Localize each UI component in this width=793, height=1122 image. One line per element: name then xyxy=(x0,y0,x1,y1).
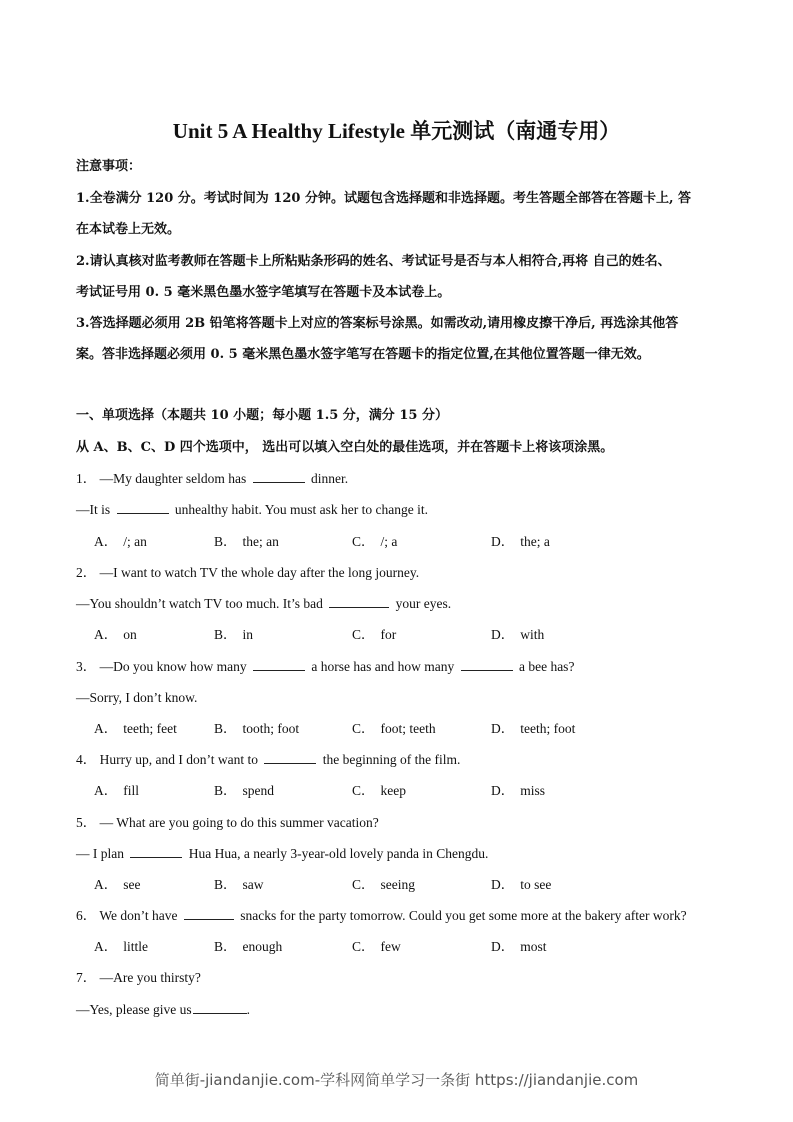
page-title: Unit 5 A Healthy Lifestyle 单元测试（南通专用） xyxy=(172,119,621,143)
option-b: B． the; an xyxy=(214,534,279,549)
answer-blank xyxy=(184,906,234,920)
option-c: C． foot; teeth xyxy=(352,721,436,736)
question-number: 2． xyxy=(76,565,97,580)
answer-blank xyxy=(329,594,389,608)
question-7-line-2: —Yes, please give us . xyxy=(76,1002,250,1017)
option-a: A． see xyxy=(94,877,141,892)
notice-line: 案。答非选择题必须用 0. 5 毫米黑色墨水签字笔写在答题卡的指定位置,在其他位置答题一律无效。 xyxy=(76,347,650,362)
option-d: D． teeth; foot xyxy=(491,721,576,736)
option-b: B． tooth; foot xyxy=(214,721,300,736)
option-d: D． miss xyxy=(491,783,546,798)
option-b: B． saw xyxy=(214,877,264,892)
option-b: B． in xyxy=(214,627,254,642)
answer-blank xyxy=(117,500,169,514)
notice-line: 考试证号用 0. 5 毫米黑色墨水签字笔填写在答题卡及本试卷上。 xyxy=(76,285,451,300)
footer-watermark: 简单街-jiandanjie.com-学科网简单学习一条街 https://jiandanjie.com xyxy=(154,1071,639,1089)
question-5-line-2: — I plan Hua Hua, a nearly 3-year-old lovely panda in Chengdu. xyxy=(76,846,489,861)
section-title: 一、单项选择（本题共 10 小题；每小题 1.5 分，满分 15 分） xyxy=(76,408,448,423)
option-a: A． teeth; feet xyxy=(94,721,177,736)
answer-blank xyxy=(461,657,513,671)
section-instruction: 从 A、B、C、D 四个选项中， 选出可以填入空白处的最佳选项，并在答题卡上将该项涂黑。 xyxy=(76,440,614,455)
notice-line: 3.答选择题必须用 2B 铅笔将答题卡上对应的答案标号涂黑。如需改动,请用橡皮擦干净后, 再选涂其他答 xyxy=(76,316,679,331)
question-number: 4． xyxy=(76,752,97,767)
question-3-line-1: 3． —Do you know how many a horse has and how many a bee has? xyxy=(76,659,575,674)
question-number: 6． xyxy=(76,908,97,923)
notice-line: 在本试卷上无效。 xyxy=(76,222,181,237)
option-c: C． keep xyxy=(352,783,406,798)
question-6-line-1: 6． We don’t have snacks for the party tomorrow. Could you get some more at the bakery after work? xyxy=(76,908,687,923)
option-b: B． enough xyxy=(214,939,283,954)
question-3-line-2: —Sorry, I don’t know. xyxy=(76,690,198,705)
notice-heading: 注意事项： xyxy=(76,159,142,174)
question-5-line-1: 5． — What are you going to do this summer vacation? xyxy=(76,815,379,830)
answer-blank xyxy=(130,844,182,858)
option-a: A． fill xyxy=(94,783,139,798)
question-2-line-1: 2． —I want to watch TV the whole day after the long journey. xyxy=(76,565,420,580)
option-c: C． few xyxy=(352,939,401,954)
question-4-line-1: 4． Hurry up, and I don’t want to the beginning of the film. xyxy=(76,752,461,767)
answer-blank xyxy=(253,657,305,671)
question-number: 7． xyxy=(76,970,97,985)
question-1-line-2: —It is unhealthy habit. You must ask her to change it. xyxy=(76,502,428,517)
option-a: A． little xyxy=(94,939,148,954)
question-number: 5． xyxy=(76,815,97,830)
notice-line: 2.请认真核对监考教师在答题卡上所粘贴条形码的姓名、考试证号是否与本人相符合,再将 自己的姓名、 xyxy=(76,254,671,269)
answer-blank xyxy=(193,1000,247,1014)
option-c: C． seeing xyxy=(352,877,416,892)
question-7-line-1: 7． —Are you thirsty? xyxy=(76,970,201,985)
option-a: A． on xyxy=(94,627,137,642)
question-number: 1． xyxy=(76,471,97,486)
option-d: D． most xyxy=(491,939,547,954)
option-c: C． for xyxy=(352,627,397,642)
option-b: B． spend xyxy=(214,783,275,798)
answer-blank xyxy=(264,750,316,764)
notice-line: 1.全卷满分 120 分。考试时间为 120 分钟。试题包含选择题和非选择题。考生答题全部答在答题卡上, 答 xyxy=(76,191,691,206)
answer-blank xyxy=(253,469,305,483)
option-a: A． /; an xyxy=(94,534,147,549)
question-number: 3． xyxy=(76,659,97,674)
question-2-line-2: —You shouldn’t watch TV too much. It’s bad your eyes. xyxy=(76,596,452,611)
option-d: D． with xyxy=(491,627,545,642)
question-1-line-1: 1． —My daughter seldom has dinner. xyxy=(76,471,349,486)
option-c: C． /; a xyxy=(352,534,398,549)
option-d: D． the; a xyxy=(491,534,550,549)
option-d: D． to see xyxy=(491,877,552,892)
